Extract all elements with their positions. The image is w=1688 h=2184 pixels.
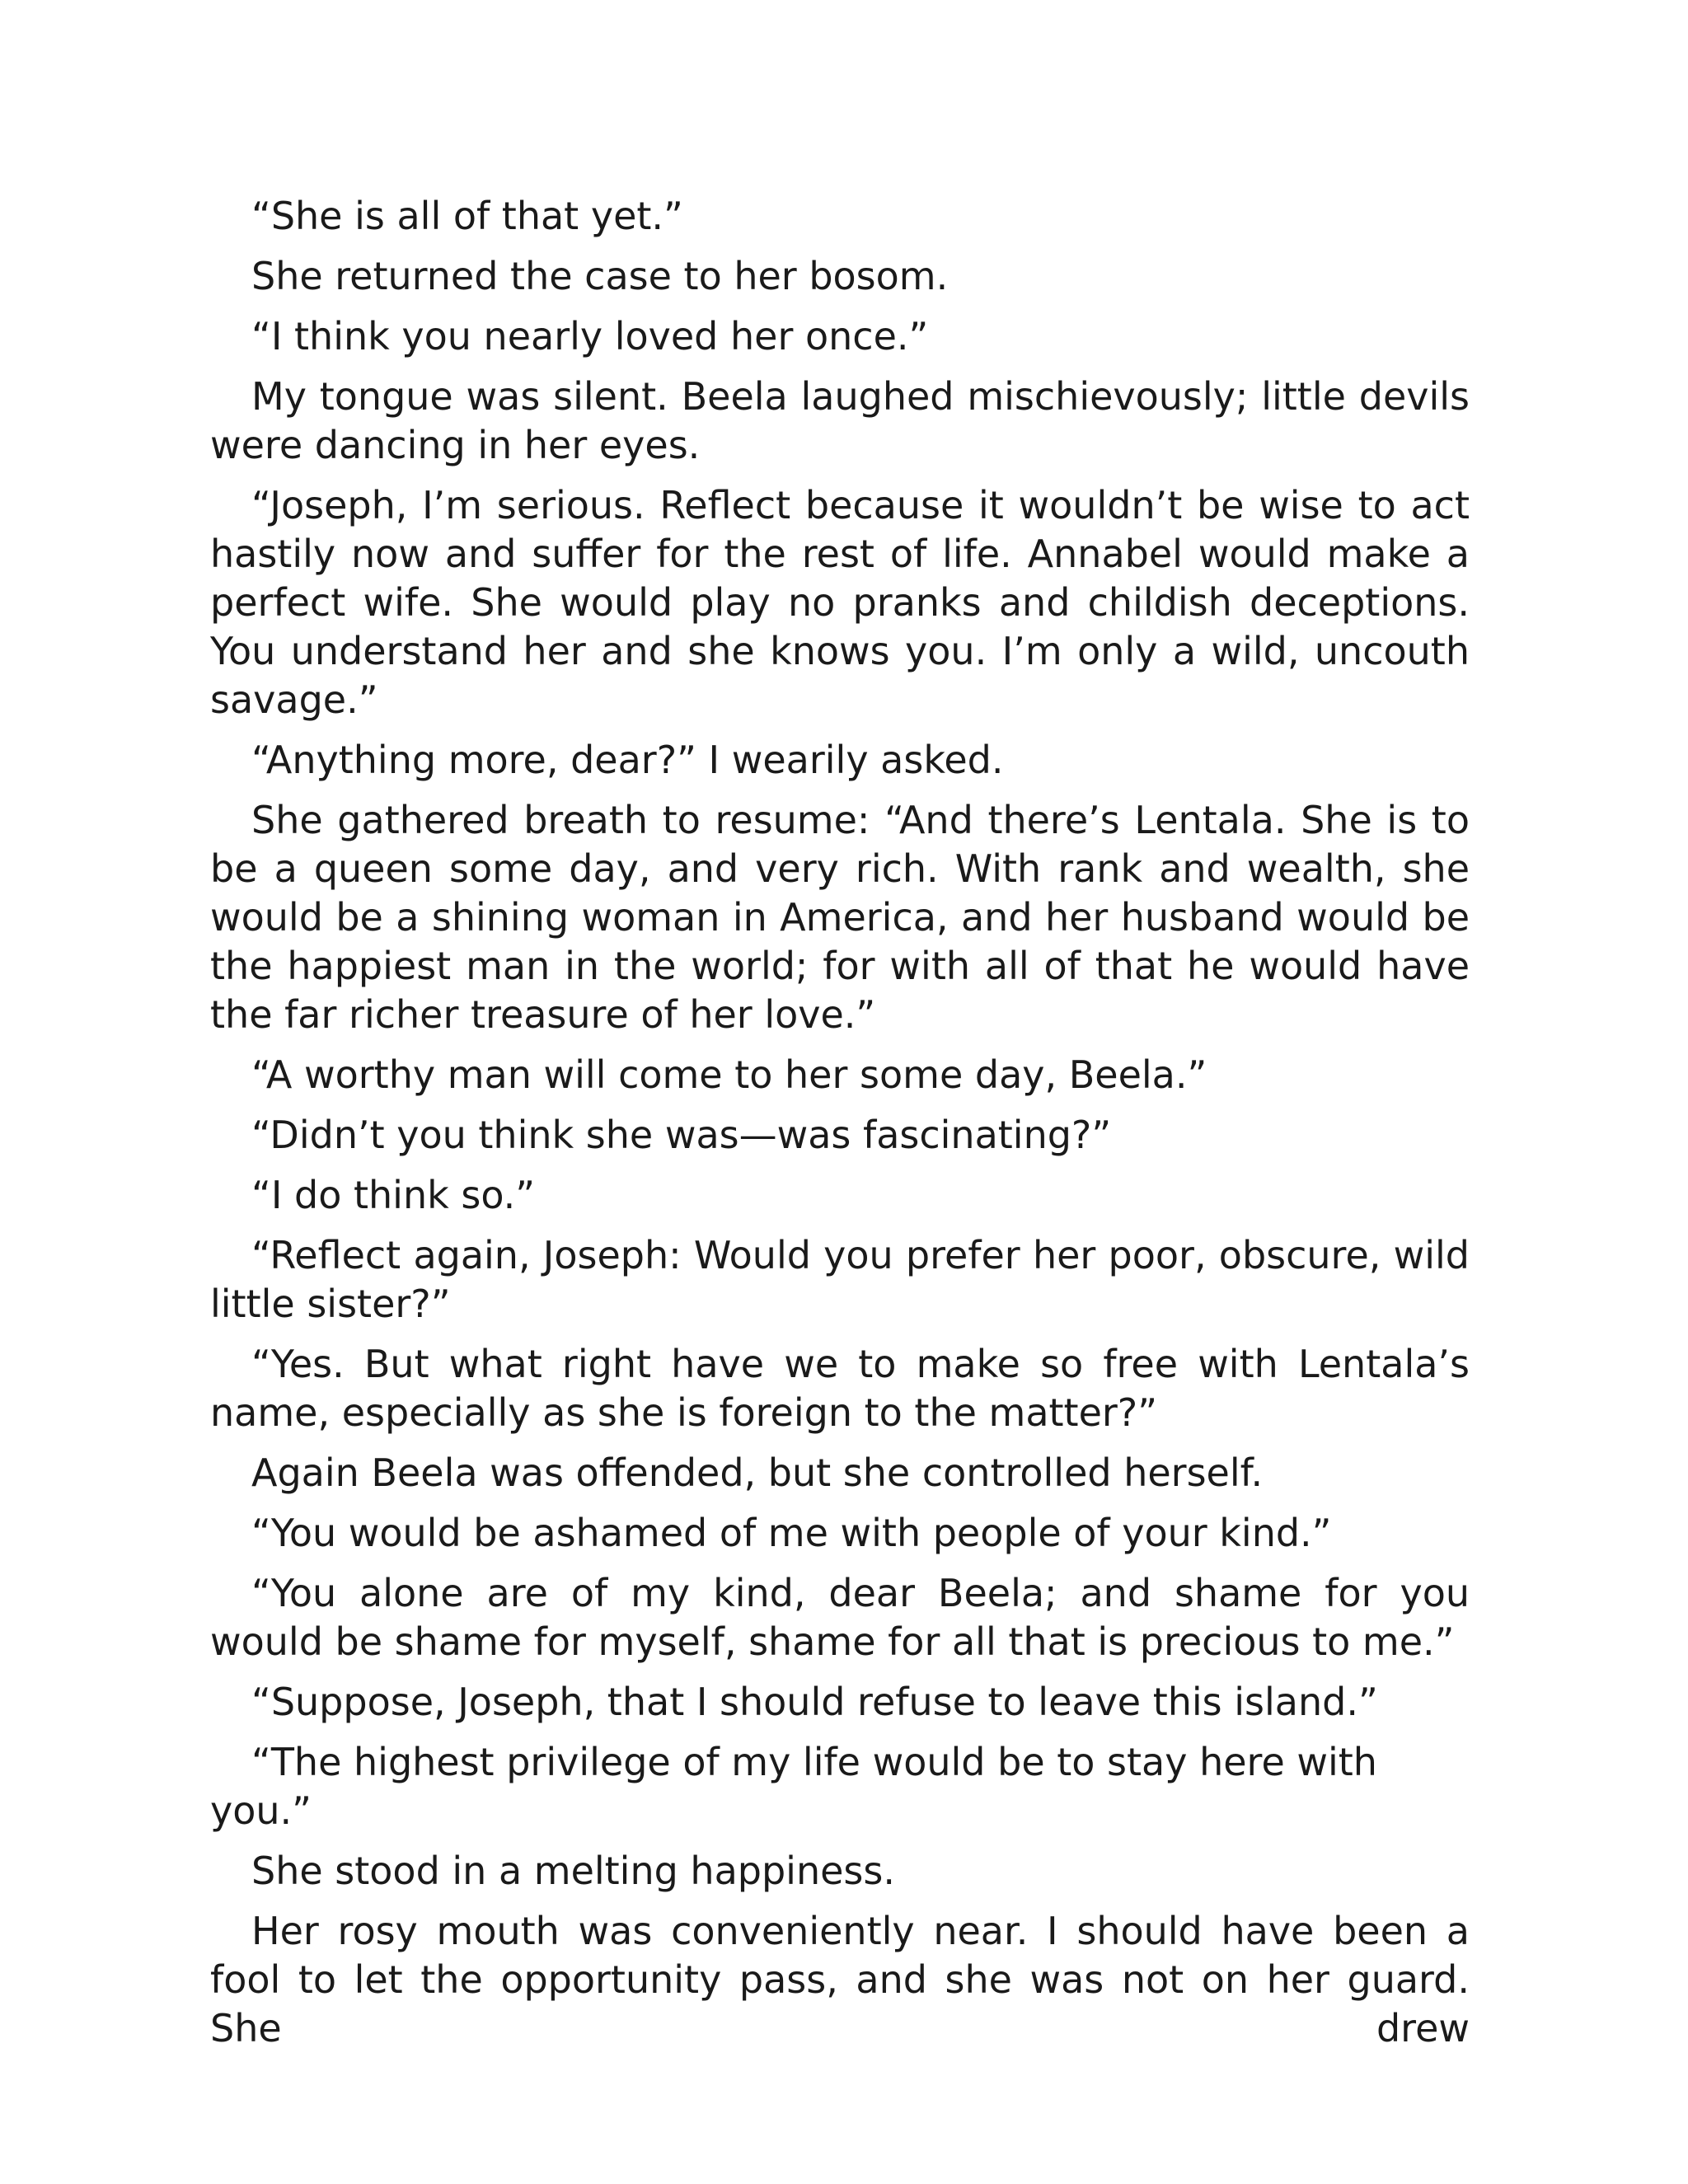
body-text — [210, 192, 1470, 2053]
paragraph: Her rosy mouth was conveniently near. I should have been a fool to let the opportunity pass, and she was not on her guard. She drew — [210, 1909, 1470, 2050]
paragraph: “She is all of that yet.” — [251, 194, 683, 238]
paragraph: “Anything more, dear?” I wearily asked. — [251, 738, 1004, 782]
paragraph: “You would be ashamed of me with people of your kind.” — [251, 1511, 1332, 1555]
paragraph: Again Beela was offended, but she controlled herself. — [251, 1451, 1264, 1495]
paragraph: “I do think so.” — [251, 1173, 536, 1217]
paragraph: My tongue was silent. Beela laughed mischievously; little devils were dancing in her eyes. — [210, 374, 1470, 467]
paragraph: She gathered breath to resume: “And there’s Lentala. She is to be a queen some day, and very rich. With rank and wealth, she would be a shining woman in America, and her husband would be the happiest man in the world; for with all of that he would have the far richer treasure of her love.” — [210, 798, 1470, 1037]
paragraph: “Joseph, I’m serious. Reflect because it wouldn’t be wise to act hastily now and suffer for the rest of life. Annabel would make a perfect wife. She would play no pranks and childish deceptions. You understand her and she knows you. I’m only a wild, uncouth savage.” — [210, 483, 1470, 722]
paragraph: “Reflect again, Joseph: Would you prefer her poor, obscure, wild little sister?” — [210, 1233, 1470, 1326]
paragraph: “The highest privilege of my life would be to stay here with you.” — [210, 1740, 1377, 1833]
paragraph: “A worthy man will come to her some day, Beela.” — [251, 1052, 1207, 1097]
paragraph: She returned the case to her bosom. — [251, 254, 949, 298]
paragraph: She stood in a melting happiness. — [251, 1849, 895, 1893]
paragraph: “Suppose, Joseph, that I should refuse to leave this island.” — [251, 1680, 1378, 1724]
paragraph: “Yes. But what right have we to make so free with Lentala’s name, especially as she is foreign to the matter?” — [210, 1342, 1470, 1435]
paragraph: “Didn’t you think she was—was fascinating?” — [251, 1113, 1112, 1157]
paragraph: “I think you nearly loved her once.” — [251, 314, 929, 359]
paragraph: “You alone are of my kind, dear Beela; and shame for you would be shame for myself, shame for all that is precious to me.” — [210, 1571, 1470, 1664]
